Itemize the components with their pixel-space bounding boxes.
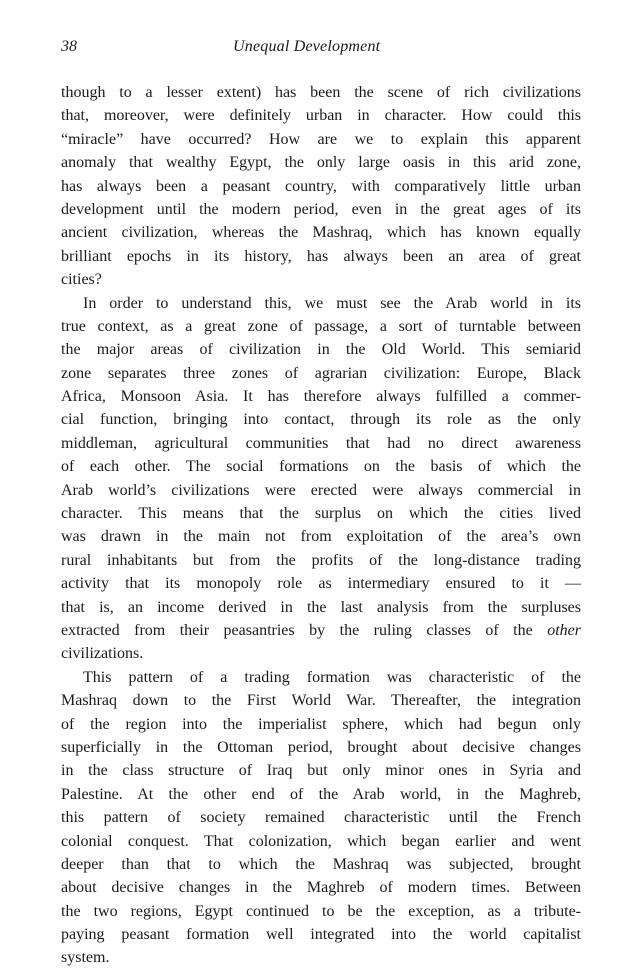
emphasized-word: other bbox=[547, 621, 581, 639]
text-line: zone separates three zones of agrarian civilization: Europe, Black bbox=[61, 364, 581, 382]
page-number: 38 bbox=[61, 38, 77, 55]
text-line: though to a lesser extent) has been the scene of rich civilizations bbox=[61, 84, 581, 101]
text-line: Palestine. At the other end of the Arab world, in the Maghreb, bbox=[61, 785, 581, 803]
text-line: cial function, bringing into contact, through its role as the only bbox=[61, 411, 581, 429]
text-line: deeper than that to which the Mashraq was subjected, brought bbox=[61, 855, 581, 873]
running-title: Unequal Development bbox=[233, 38, 381, 55]
text-line: activity that its monopoly role as intermediary ensured to it — bbox=[61, 575, 581, 593]
text-line: development until the modern period, even in the great ages of its bbox=[61, 200, 581, 218]
text-line: civilizations. bbox=[61, 645, 144, 663]
text-line: paying peasant formation well integrated into the world capitalist bbox=[61, 926, 581, 944]
text-line: that, moreover, were definitely urban in character. How could this bbox=[61, 107, 581, 125]
text-line: ancient civilization, whereas the Mashraq, which has known equally bbox=[61, 224, 581, 242]
text-line: brilliant epochs in its history, has always been an area of great bbox=[61, 247, 581, 265]
text-line: of each other. The social formations on the basis of which the bbox=[61, 458, 581, 476]
running-head bbox=[61, 38, 581, 64]
text-line: system. bbox=[61, 949, 110, 967]
text-line: Africa, Monsoon Asia. It has therefore always fulfilled a commer- bbox=[61, 388, 581, 406]
text-line: This pattern of a trading formation was characteristic of the bbox=[83, 668, 581, 686]
text-line: “miracle” have occurred? How are we to explain this apparent bbox=[61, 130, 581, 148]
text-line: rural inhabitants but from the profits of the long-distance trading bbox=[61, 551, 581, 569]
text-line: Arab world’s civilizations were erected were always commercial in bbox=[61, 481, 581, 499]
text-line: about decisive changes in the Maghreb of modern times. Between bbox=[61, 879, 581, 897]
text-line: true context, as a great zone of passage, a sort of turntable between bbox=[61, 317, 581, 335]
body-text bbox=[61, 81, 581, 970]
text-line: anomaly that wealthy Egypt, the only large oasis in this arid zone, bbox=[61, 154, 581, 172]
text-line: cities? bbox=[61, 271, 102, 289]
text-line: this pattern of society remained characteristic until the French bbox=[61, 809, 581, 827]
text-line: character. This means that the surplus on which the cities lived bbox=[61, 505, 581, 523]
text-line: In order to understand this, we must see the Arab world in its bbox=[83, 294, 581, 312]
text-line: middleman, agricultural communities that had no direct awareness bbox=[61, 434, 581, 452]
text-line: the major areas of civilization in the Old World. This semiarid bbox=[61, 341, 581, 359]
text-line: of the region into the imperialist sphere, which had begun only bbox=[61, 715, 581, 733]
text-line: in the class structure of Iraq but only minor ones in Syria and bbox=[61, 762, 581, 780]
text-line: Mashraq down to the First World War. Thereafter, the integration bbox=[61, 692, 581, 710]
text-line: the two regions, Egypt continued to be the exception, as a tribute- bbox=[61, 902, 581, 920]
text-line: that is, an income derived in the last analysis from the surpluses bbox=[61, 598, 581, 616]
text-line: has always been a peasant country, with comparatively little urban bbox=[61, 177, 581, 195]
text-line: superficially in the Ottoman period, brought about decisive changes bbox=[61, 738, 581, 756]
text-line: was drawn in the main not from exploitation of the area’s own bbox=[61, 528, 581, 546]
text-line: colonial conquest. That colonization, which began earlier and went bbox=[61, 832, 581, 850]
text-line-start: extracted from their peasantries by the ruling classes of the bbox=[61, 621, 548, 639]
text-line bbox=[61, 619, 581, 642]
book-page bbox=[61, 38, 581, 970]
